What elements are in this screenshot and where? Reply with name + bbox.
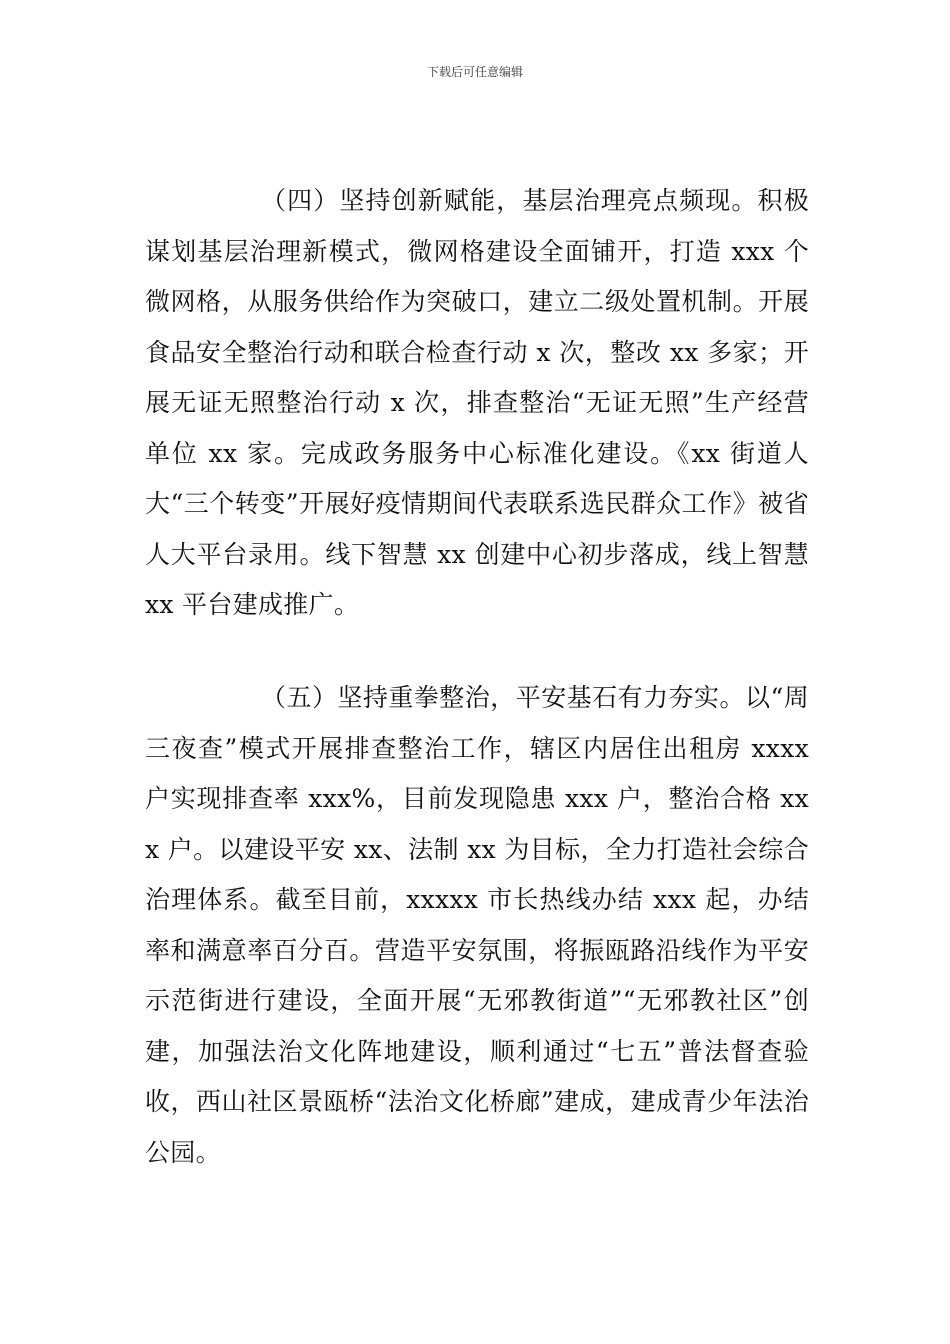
page-header: 下载后可任意编辑 [426,65,523,79]
paragraph-text: （五）坚持重拳整治，平安基石有力夯实。以“周三夜查”模式开展排查整治工作，辖区内居住出租房 xxxx 户实现排查率 xxx%，目前发现隐患 xxx 户，整治合格 xxx 户。以建设平安 xx、法制 xx 为目标，全力打造社会综合治理体系。截至目前，xxxxx 市长热线办结 xxx 起，办结率和满意率百分百。营造平安氛围，将振瓯路沿线作为平安示范街进行建设，全面开展“无邪教街道”“无邪教社区”创建，加强法治文化阵地建设，顺利通过“七五”普法督查验收，西山社区景瓯桥“法治文化桥廊”建成，建成青少年法治公园。 [145,683,809,1167]
paragraph-text: （四）坚持创新赋能，基层治理亮点频现。积极谋划基层治理新模式，微网格建设全面铺开，打造 xxx 个微网格，从服务供给作为突破口，建立二级处置机制。开展食品安全整治行动和联合检查行动 x 次，整改 xx 多家；开展无证无照整治行动 x 次，排查整治“无证无照”生产经营单位 xx 家。完成政务服务中心标准化建设。《xx 街道人大“三个转变”开展好疫情期间代表联系选民群众工作》被省人大平台录用。线下智慧 xx 创建中心初步落成，线上智慧 xx 平台建成推广。 [145,186,809,619]
paragraph-block-5 [145,673,809,1178]
paragraph-block-4 [145,176,809,631]
